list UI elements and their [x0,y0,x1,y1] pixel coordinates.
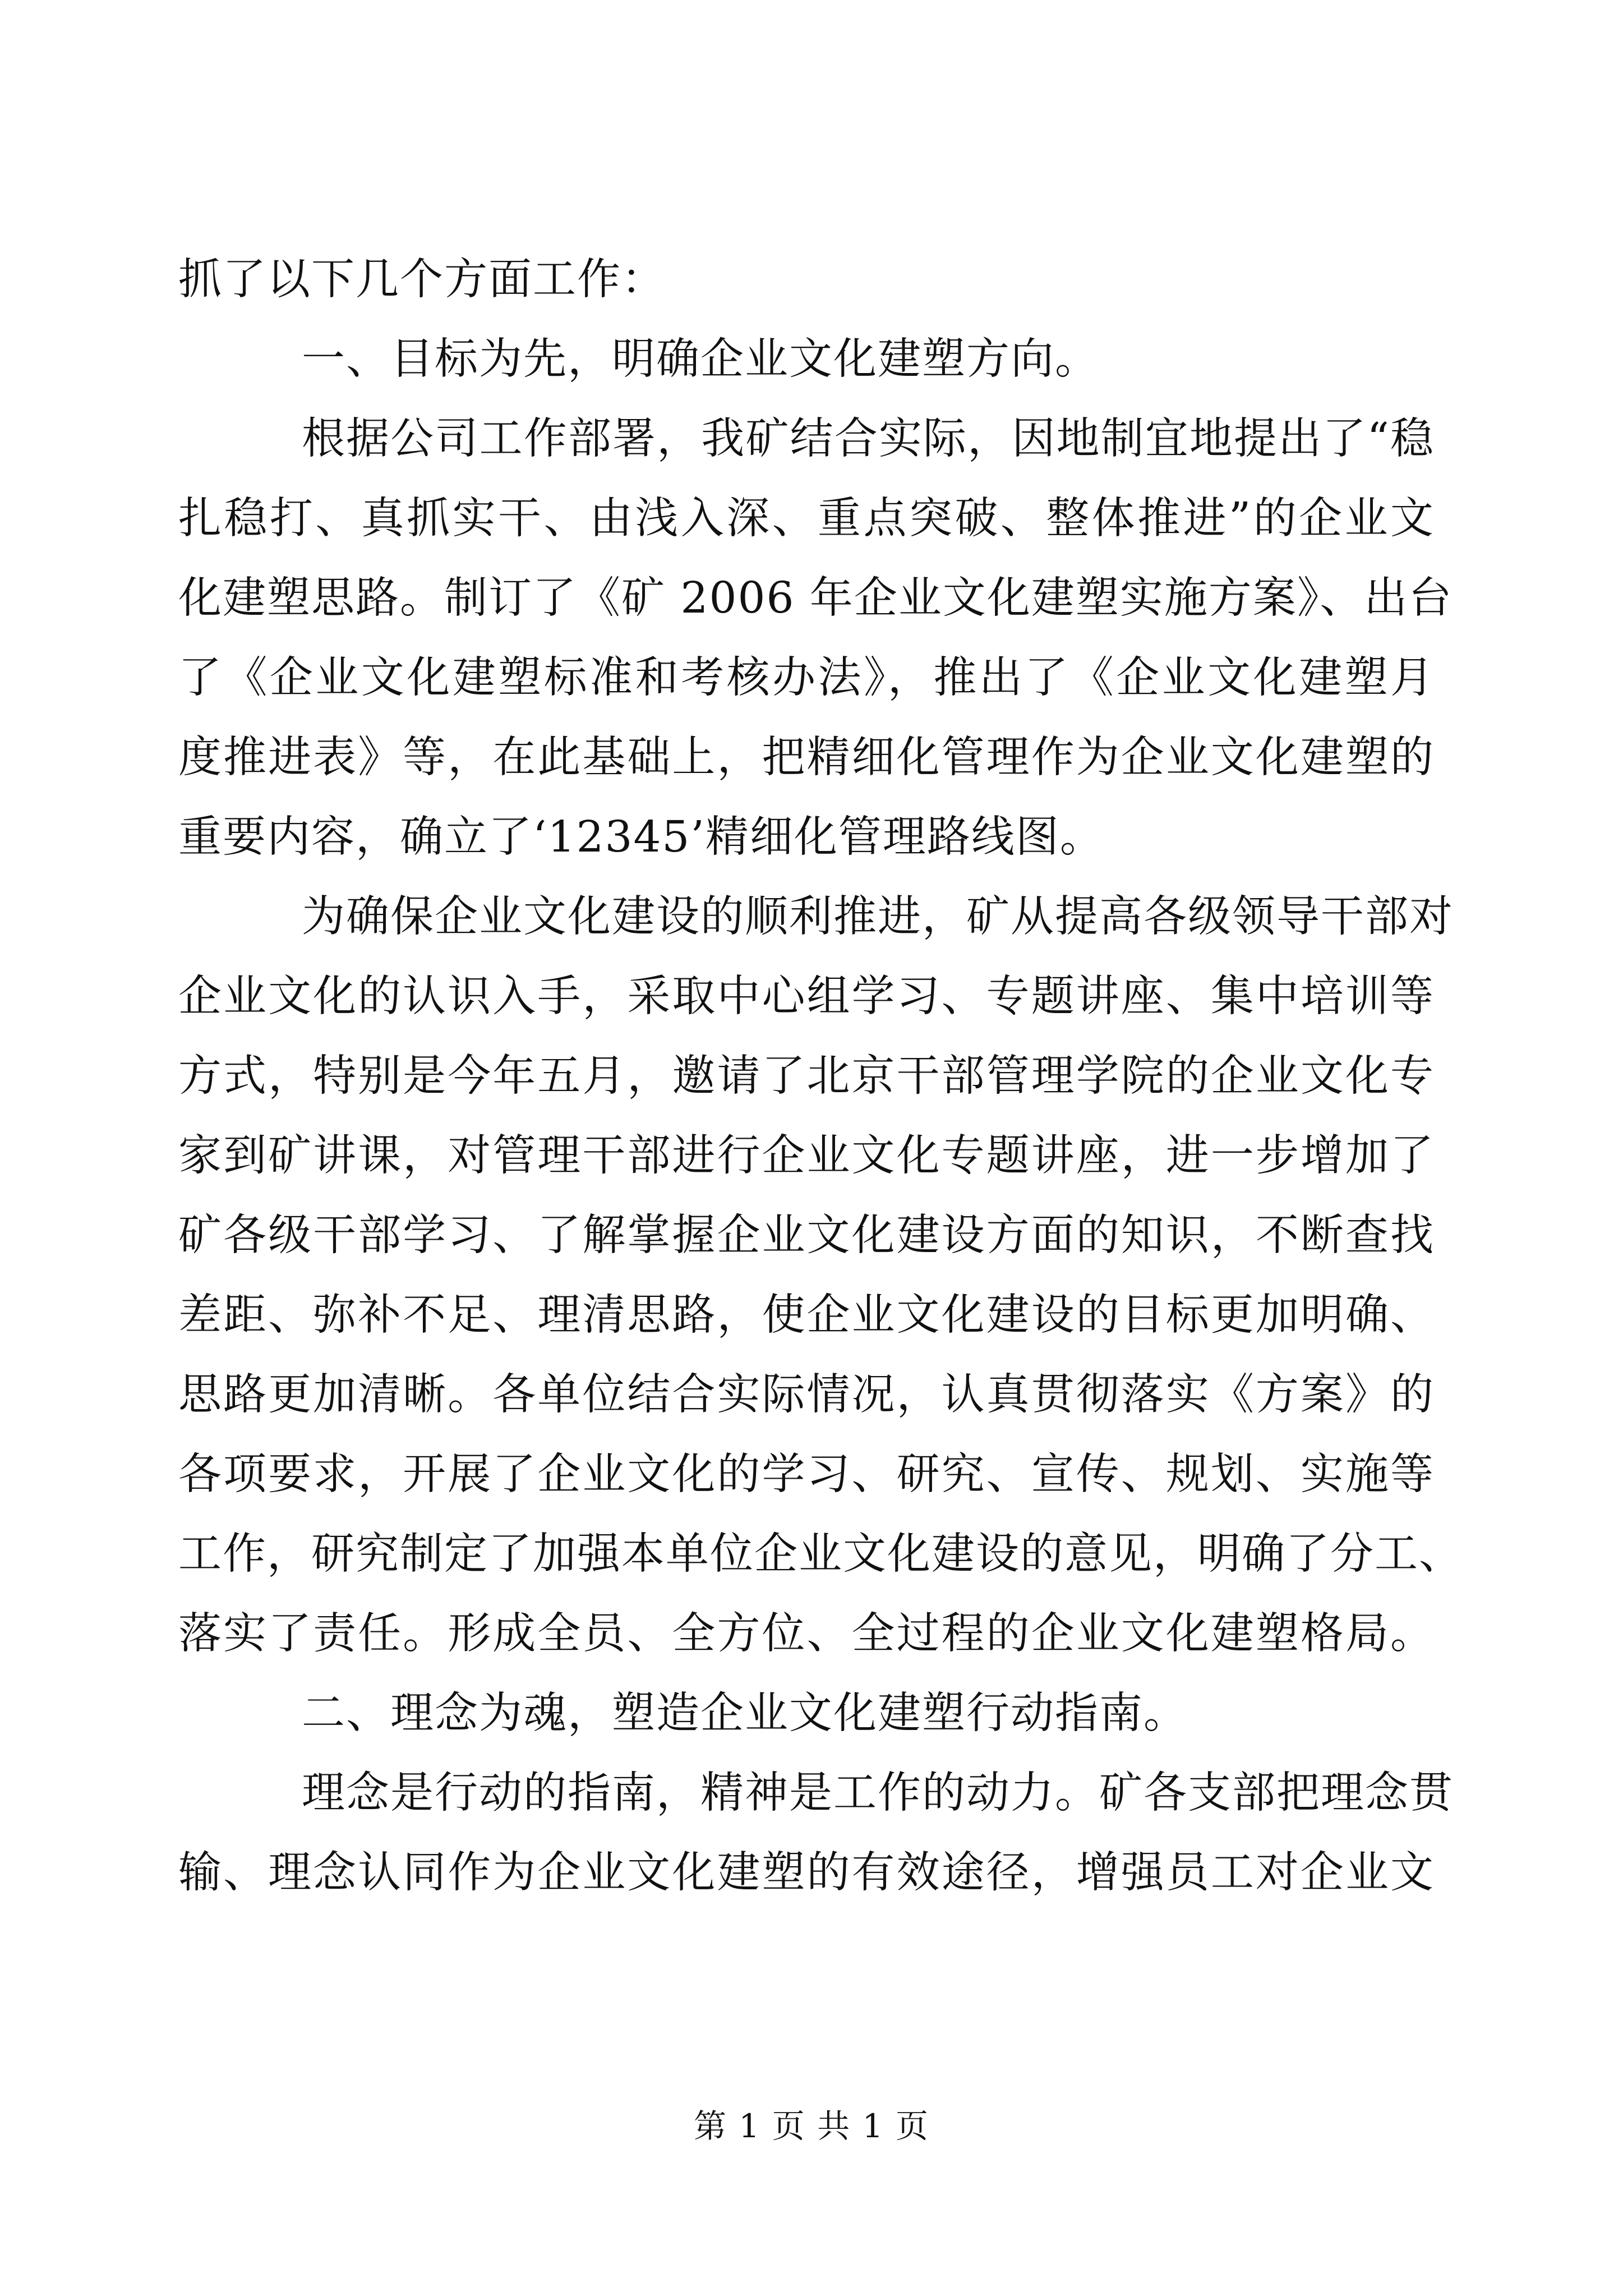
text-line: 了《企业文化建塑标准和考核办法》，推出了《企业文化建塑月 [178,653,1435,703]
document-body [178,240,1463,1913]
text-line: 矿各级干部学习、了解掌握企业文化建设方面的知识，不断查找 [178,1211,1435,1260]
page-footer: 第 1 页 共 1 页 [694,2107,929,2145]
text-line: 扎稳打、真抓实干、由浅入深、重点突破、整体推进”的企业文 [178,494,1435,544]
text-line: 企业文化的认识入手，采取中心组学习、专题讲座、集中培训等 [178,972,1435,1022]
text-line: 为确保企业文化建设的顺利推进，矿从提高各级领导干部对 [302,892,1454,942]
text-line: 方式，特别是今年五月，邀请了北京干部管理学院的企业文化专 [178,1051,1435,1101]
text-line: 家到矿讲课，对管理干部进行企业文化专题讲座，进一步增加了 [178,1131,1435,1181]
text-line: 工作，研究制定了加强本单位企业文化建设的意见，明确了分工、 [178,1529,1463,1579]
text-line: 输、理念认同作为企业文化建塑的有效途径，增强员工对企业文 [178,1848,1435,1898]
text-line: 一、目标为先，明确企业文化建塑方向。 [302,334,1099,384]
text-line: 根据公司工作部署，我矿结合实际，因地制宜地提出了“稳 [302,414,1435,464]
text-line: 各项要求，开展了企业文化的学习、研究、宣传、规划、实施等 [178,1450,1435,1499]
text-line: 抓了以下几个方面工作： [178,255,666,305]
text-line: 二、理念为魂，塑造企业文化建塑行动指南。 [302,1688,1188,1738]
text-line: 落实了责任。形成全员、全方位、全过程的企业文化建塑格局。 [178,1609,1435,1659]
text-line: 差距、弥补不足、理清思路，使企业文化建设的目标更加明确、 [178,1290,1435,1340]
text-line: 重要内容，确立了‘12345’精细化管理路线图。 [178,812,1104,862]
text-line: 理念是行动的指南，精神是工作的动力。矿各支部把理念贯 [302,1768,1454,1818]
text-line: 度推进表》等，在此基础上，把精细化管理作为企业文化建塑的 [178,733,1435,783]
text-line: 思路更加清晰。各单位结合实际情况，认真贯彻落实《方案》的 [178,1370,1435,1420]
text-line: 化建塑思路。制订了《矿 2006 年企业文化建塑实施方案》、出台 [178,573,1453,623]
